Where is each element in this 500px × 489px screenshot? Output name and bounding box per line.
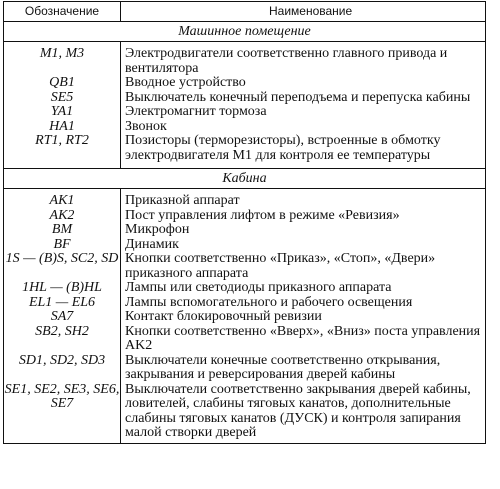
table-row	[4, 76, 486, 91]
designation-cell: YA1	[4, 105, 121, 120]
table-row	[4, 383, 486, 444]
designation-cell: HA1	[4, 120, 121, 135]
designation-cell: M1, M3	[4, 47, 121, 76]
table-row	[4, 325, 486, 354]
table-row	[4, 310, 486, 325]
table-row	[4, 223, 486, 238]
table-row	[4, 134, 486, 163]
name-cell: Кнопки соответственно «Вверх», «Вниз» поста управления AK2	[121, 325, 486, 354]
table-row	[4, 209, 486, 224]
name-cell: Звонок	[121, 120, 486, 135]
designation-cell: 1S — (B)S, SC2, SD	[4, 252, 121, 281]
designation-cell: SA7	[4, 310, 121, 325]
section-row-cabin	[4, 169, 486, 189]
designation-cell: SE1, SE2, SE3, SE6, SE7	[4, 383, 121, 444]
table-row	[4, 281, 486, 296]
table-row	[4, 194, 486, 209]
name-cell: Электромагнит тормоза	[121, 105, 486, 120]
name-cell: Выключатели конечные соответственно открывания, закрывания и реверсирования дверей кабины	[121, 354, 486, 383]
table-row	[4, 91, 486, 106]
name-cell: Позисторы (терморезисторы), встроенные в обмотку электродвигателя M1 для контроля ее температуры	[121, 134, 486, 163]
table-row	[4, 47, 486, 76]
section-title: Кабина	[4, 169, 486, 189]
designation-header: Обозначение	[4, 2, 121, 22]
table-row	[4, 296, 486, 311]
name-cell: Пост управления лифтом в режиме «Ревизия»	[121, 209, 486, 224]
table-row	[4, 354, 486, 383]
name-cell: Микрофон	[121, 223, 486, 238]
table-row	[4, 238, 486, 253]
designation-cell: AK1	[4, 194, 121, 209]
name-cell: Выключатель конечный переподъема и перепуска кабины	[121, 91, 486, 106]
name-cell: Динамик	[121, 238, 486, 253]
designation-cell: SD1, SD2, SD3	[4, 354, 121, 383]
table-row	[4, 252, 486, 281]
section-row-machine-room	[4, 22, 486, 42]
designation-cell: QB1	[4, 76, 121, 91]
designation-cell: BF	[4, 238, 121, 253]
header-row	[4, 2, 486, 22]
name-cell: Контакт блокировочный ревизии	[121, 310, 486, 325]
name-cell: Лампы или светодиоды приказного аппарата	[121, 281, 486, 296]
section-title: Машинное помещение	[4, 22, 486, 42]
name-cell: Электродвигатели соответственно главного привода и вентилятора	[121, 47, 486, 76]
name-cell: Лампы вспомогательного и рабочего освещения	[121, 296, 486, 311]
name-cell: Выключатели соответственно закрывания дверей кабины, ловителей, слабины тяговых канатов, дополнительные слабины тяговых канатов (ДУСК) и контроля запирания малой створки дверей	[121, 383, 486, 444]
designation-cell: SE5	[4, 91, 121, 106]
name-cell: Вводное устройство	[121, 76, 486, 91]
name-header: Наименование	[121, 2, 486, 22]
designation-cell: AK2	[4, 209, 121, 224]
designation-cell: EL1 — EL6	[4, 296, 121, 311]
designation-cell: SB2, SH2	[4, 325, 121, 354]
name-cell: Кнопки соответственно «Приказ», «Стоп», «Двери» приказного аппарата	[121, 252, 486, 281]
table-row	[4, 120, 486, 135]
designation-cell: BM	[4, 223, 121, 238]
name-cell: Приказной аппарат	[121, 194, 486, 209]
designation-cell: RT1, RT2	[4, 134, 121, 163]
table-row	[4, 105, 486, 120]
legend-table	[3, 1, 486, 444]
designation-cell: 1HL — (B)HL	[4, 281, 121, 296]
